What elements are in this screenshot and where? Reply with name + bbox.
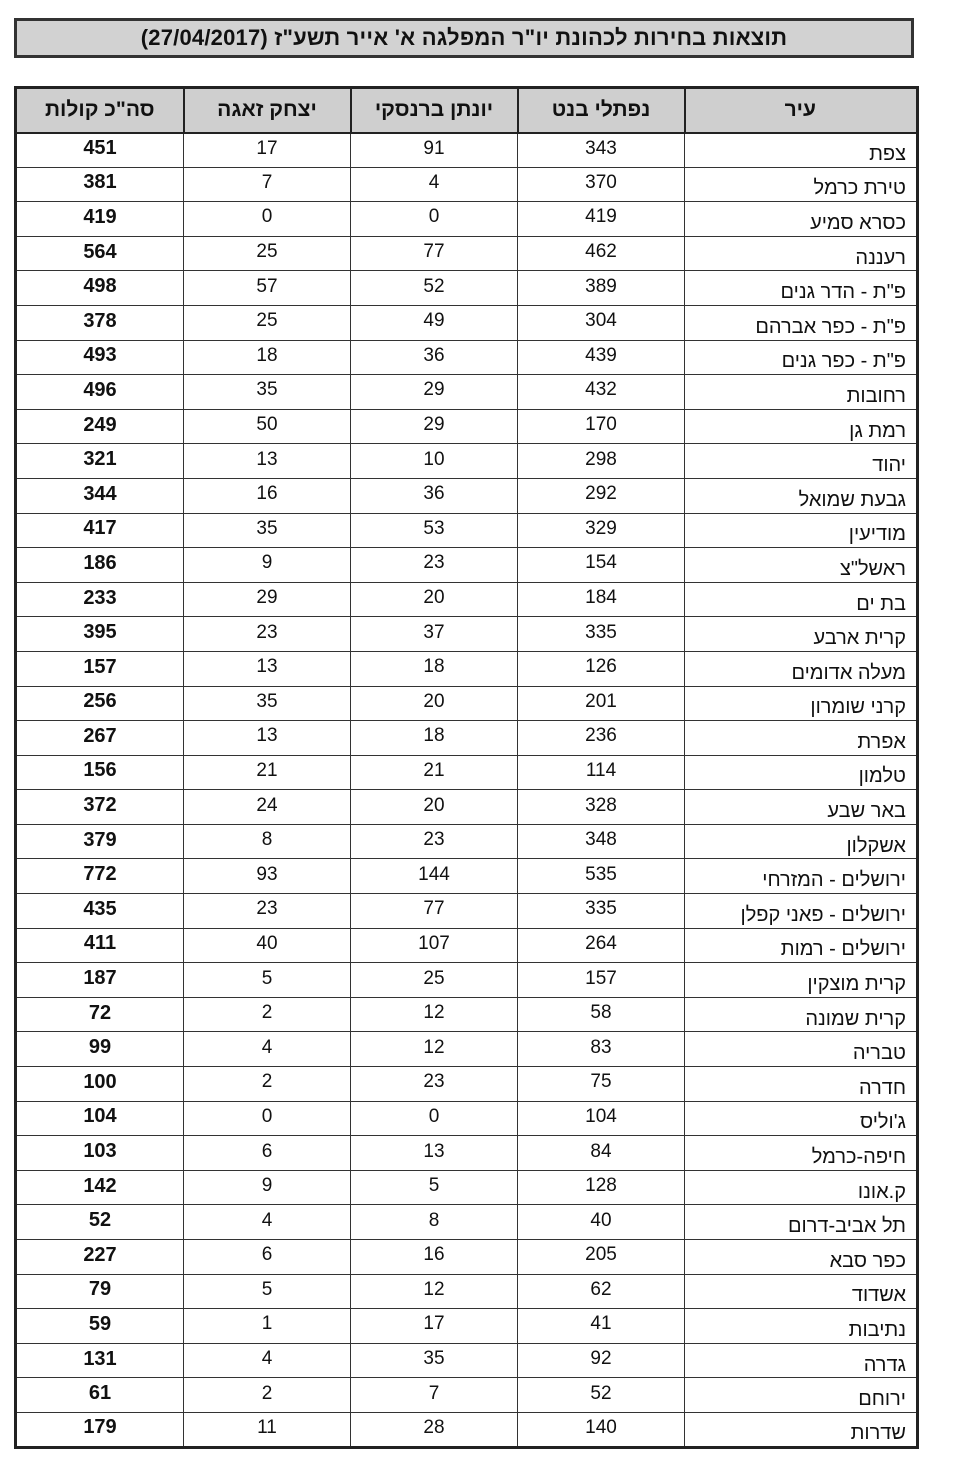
cell-baransky: 20 — [351, 790, 518, 825]
cell-city: שדרות — [685, 1412, 918, 1447]
cell-total: 419 — [16, 202, 184, 237]
cell-city: רחובות — [685, 375, 918, 410]
cell-bennett: 104 — [518, 1101, 685, 1136]
cell-total: 103 — [16, 1136, 184, 1171]
cell-zaga: 24 — [184, 790, 351, 825]
cell-city: תל אביב-דרום — [685, 1205, 918, 1240]
cell-city: באר שבע — [685, 790, 918, 825]
table-row — [16, 824, 918, 859]
cell-total: 493 — [16, 340, 184, 375]
cell-city: טלמון — [685, 755, 918, 790]
table-row — [16, 617, 918, 652]
cell-bennett: 298 — [518, 444, 685, 479]
cell-bennett: 304 — [518, 305, 685, 340]
cell-total: 227 — [16, 1240, 184, 1275]
cell-baransky: 12 — [351, 997, 518, 1032]
cell-baransky: 13 — [351, 1136, 518, 1171]
table-header — [16, 88, 918, 133]
table-row — [16, 548, 918, 583]
table-row — [16, 271, 918, 306]
table-row — [16, 755, 918, 790]
cell-baransky: 12 — [351, 1032, 518, 1067]
cell-zaga: 5 — [184, 1274, 351, 1309]
table-row — [16, 1170, 918, 1205]
cell-baransky: 35 — [351, 1343, 518, 1378]
table-row — [16, 582, 918, 617]
cell-zaga: 2 — [184, 1067, 351, 1102]
cell-zaga: 4 — [184, 1032, 351, 1067]
cell-bennett: 328 — [518, 790, 685, 825]
cell-bennett: 419 — [518, 202, 685, 237]
cell-zaga: 23 — [184, 617, 351, 652]
table-row — [16, 1412, 918, 1447]
cell-baransky: 8 — [351, 1205, 518, 1240]
table-row — [16, 305, 918, 340]
cell-zaga: 23 — [184, 894, 351, 929]
cell-bennett: 75 — [518, 1067, 685, 1102]
cell-total: 772 — [16, 859, 184, 894]
table-row — [16, 167, 918, 202]
cell-bennett: 343 — [518, 133, 685, 168]
cell-zaga: 9 — [184, 548, 351, 583]
cell-total: 379 — [16, 824, 184, 859]
cell-city: חיפה-כרמל — [685, 1136, 918, 1171]
cell-city: כסרא סמיע — [685, 202, 918, 237]
cell-total: 61 — [16, 1378, 184, 1413]
cell-bennett: 114 — [518, 755, 685, 790]
cell-city: קרית שמונה — [685, 997, 918, 1032]
cell-city: אפרת — [685, 721, 918, 756]
cell-city: פ"ת - כפר אברהם — [685, 305, 918, 340]
cell-zaga: 8 — [184, 824, 351, 859]
cell-baransky: 28 — [351, 1412, 518, 1447]
cell-zaga: 9 — [184, 1170, 351, 1205]
table-row — [16, 340, 918, 375]
cell-bennett: 432 — [518, 375, 685, 410]
cell-zaga: 25 — [184, 236, 351, 271]
cell-baransky: 144 — [351, 859, 518, 894]
cell-zaga: 25 — [184, 305, 351, 340]
cell-city: מעלה אדומים — [685, 651, 918, 686]
cell-baransky: 29 — [351, 375, 518, 410]
title-text: תוצאות בחירות לכהונת יו"ר המפלגה א' אייר תשע"ז (27/04/2017) — [140, 25, 788, 50]
header-bennett: נפתלי בנט — [518, 88, 685, 133]
cell-baransky: 20 — [351, 582, 518, 617]
cell-bennett: 236 — [518, 721, 685, 756]
cell-baransky: 49 — [351, 305, 518, 340]
cell-bennett: 439 — [518, 340, 685, 375]
cell-total: 186 — [16, 548, 184, 583]
table-row — [16, 928, 918, 963]
cell-zaga: 93 — [184, 859, 351, 894]
cell-baransky: 23 — [351, 1067, 518, 1102]
cell-city: בת ים — [685, 582, 918, 617]
cell-bennett: 154 — [518, 548, 685, 583]
cell-baransky: 12 — [351, 1274, 518, 1309]
cell-zaga: 35 — [184, 513, 351, 548]
cell-baransky: 4 — [351, 167, 518, 202]
table-row — [16, 686, 918, 721]
table-row — [16, 202, 918, 237]
cell-city: קרני שומרון — [685, 686, 918, 721]
cell-city: רמת גן — [685, 409, 918, 444]
cell-total: 381 — [16, 167, 184, 202]
cell-baransky: 10 — [351, 444, 518, 479]
cell-baransky: 77 — [351, 236, 518, 271]
cell-total: 435 — [16, 894, 184, 929]
cell-city: אשקלון — [685, 824, 918, 859]
table-row — [16, 409, 918, 444]
cell-baransky: 107 — [351, 928, 518, 963]
table-row — [16, 375, 918, 410]
cell-total: 395 — [16, 617, 184, 652]
header-total: סה"כ קולות — [16, 88, 184, 133]
cell-zaga: 40 — [184, 928, 351, 963]
cell-total: 99 — [16, 1032, 184, 1067]
cell-bennett: 184 — [518, 582, 685, 617]
cell-total: 378 — [16, 305, 184, 340]
cell-bennett: 370 — [518, 167, 685, 202]
cell-city: טירת כרמל — [685, 167, 918, 202]
cell-bennett: 41 — [518, 1309, 685, 1344]
table-row — [16, 1067, 918, 1102]
cell-city: ק.אונו — [685, 1170, 918, 1205]
cell-total: 451 — [16, 133, 184, 168]
cell-baransky: 37 — [351, 617, 518, 652]
cell-bennett: 58 — [518, 997, 685, 1032]
cell-zaga: 2 — [184, 1378, 351, 1413]
cell-zaga: 0 — [184, 202, 351, 237]
cell-city: חדרה — [685, 1067, 918, 1102]
cell-total: 157 — [16, 651, 184, 686]
cell-total: 321 — [16, 444, 184, 479]
cell-total: 52 — [16, 1205, 184, 1240]
cell-total: 564 — [16, 236, 184, 271]
cell-city: ירושלים - פאני קפלן — [685, 894, 918, 929]
cell-zaga: 13 — [184, 721, 351, 756]
cell-zaga: 16 — [184, 478, 351, 513]
cell-bennett: 292 — [518, 478, 685, 513]
table-row — [16, 1378, 918, 1413]
cell-bennett: 462 — [518, 236, 685, 271]
cell-zaga: 35 — [184, 375, 351, 410]
cell-bennett: 329 — [518, 513, 685, 548]
cell-city: יהוד — [685, 444, 918, 479]
cell-bennett: 335 — [518, 617, 685, 652]
cell-baransky: 5 — [351, 1170, 518, 1205]
cell-total: 79 — [16, 1274, 184, 1309]
cell-zaga: 13 — [184, 651, 351, 686]
cell-city: ירושלים - המזרחי — [685, 859, 918, 894]
cell-baransky: 17 — [351, 1309, 518, 1344]
cell-city: קרית ארבע — [685, 617, 918, 652]
cell-city: גבעת שמואל — [685, 478, 918, 513]
cell-bennett: 62 — [518, 1274, 685, 1309]
cell-bennett: 157 — [518, 963, 685, 998]
cell-city: ראשל"צ — [685, 548, 918, 583]
cell-zaga: 5 — [184, 963, 351, 998]
cell-bennett: 264 — [518, 928, 685, 963]
cell-city: רעננה — [685, 236, 918, 271]
cell-total: 179 — [16, 1412, 184, 1447]
cell-bennett: 535 — [518, 859, 685, 894]
cell-baransky: 36 — [351, 340, 518, 375]
table-row — [16, 236, 918, 271]
cell-total: 417 — [16, 513, 184, 548]
cell-total: 142 — [16, 1170, 184, 1205]
cell-zaga: 21 — [184, 755, 351, 790]
cell-baransky: 18 — [351, 651, 518, 686]
table-row — [16, 1136, 918, 1171]
cell-city: צפת — [685, 133, 918, 168]
cell-baransky: 77 — [351, 894, 518, 929]
results-table-container — [14, 86, 916, 1449]
table-row — [16, 133, 918, 168]
header-baransky: יונתן ברנסקי — [351, 88, 518, 133]
cell-bennett: 348 — [518, 824, 685, 859]
cell-zaga: 2 — [184, 997, 351, 1032]
cell-bennett: 52 — [518, 1378, 685, 1413]
cell-zaga: 6 — [184, 1240, 351, 1275]
cell-bennett: 389 — [518, 271, 685, 306]
table-row — [16, 478, 918, 513]
table-row — [16, 997, 918, 1032]
cell-total: 344 — [16, 478, 184, 513]
cell-baransky: 16 — [351, 1240, 518, 1275]
header-zaga: יצחק זאגה — [184, 88, 351, 133]
cell-total: 249 — [16, 409, 184, 444]
cell-zaga: 18 — [184, 340, 351, 375]
cell-city: מודיעין — [685, 513, 918, 548]
cell-bennett: 140 — [518, 1412, 685, 1447]
cell-baransky: 36 — [351, 478, 518, 513]
table-row — [16, 1240, 918, 1275]
cell-city: ג'וליס — [685, 1101, 918, 1136]
table-row — [16, 444, 918, 479]
cell-zaga: 35 — [184, 686, 351, 721]
cell-city: טבריה — [685, 1032, 918, 1067]
cell-bennett: 84 — [518, 1136, 685, 1171]
cell-city: ירושלים - רמות — [685, 928, 918, 963]
cell-bennett: 40 — [518, 1205, 685, 1240]
cell-bennett: 170 — [518, 409, 685, 444]
page-title — [14, 18, 914, 58]
cell-total: 411 — [16, 928, 184, 963]
cell-bennett: 92 — [518, 1343, 685, 1378]
cell-bennett: 128 — [518, 1170, 685, 1205]
cell-total: 187 — [16, 963, 184, 998]
cell-baransky: 0 — [351, 202, 518, 237]
cell-baransky: 7 — [351, 1378, 518, 1413]
cell-bennett: 126 — [518, 651, 685, 686]
cell-total: 59 — [16, 1309, 184, 1344]
table-row — [16, 1032, 918, 1067]
cell-zaga: 6 — [184, 1136, 351, 1171]
cell-zaga: 17 — [184, 133, 351, 168]
cell-baransky: 29 — [351, 409, 518, 444]
cell-zaga: 1 — [184, 1309, 351, 1344]
cell-baransky: 53 — [351, 513, 518, 548]
table-row — [16, 1101, 918, 1136]
cell-zaga: 29 — [184, 582, 351, 617]
cell-baransky: 91 — [351, 133, 518, 168]
header-row — [16, 88, 918, 133]
table-row — [16, 963, 918, 998]
table-row — [16, 1274, 918, 1309]
cell-zaga: 50 — [184, 409, 351, 444]
header-city: עיר — [685, 88, 918, 133]
table-row — [16, 894, 918, 929]
cell-city: ירוחם — [685, 1378, 918, 1413]
table-row — [16, 1343, 918, 1378]
cell-city: פ"ת - כפר גנים — [685, 340, 918, 375]
table-row — [16, 859, 918, 894]
table-row — [16, 721, 918, 756]
cell-city: נתיבות — [685, 1309, 918, 1344]
cell-total: 496 — [16, 375, 184, 410]
table-row — [16, 651, 918, 686]
cell-baransky: 20 — [351, 686, 518, 721]
cell-zaga: 4 — [184, 1205, 351, 1240]
cell-bennett: 335 — [518, 894, 685, 929]
cell-baransky: 18 — [351, 721, 518, 756]
results-table — [14, 86, 919, 1449]
cell-zaga: 13 — [184, 444, 351, 479]
table-row — [16, 513, 918, 548]
cell-zaga: 11 — [184, 1412, 351, 1447]
cell-city: אשדוד — [685, 1274, 918, 1309]
cell-total: 156 — [16, 755, 184, 790]
cell-baransky: 52 — [351, 271, 518, 306]
cell-total: 100 — [16, 1067, 184, 1102]
cell-baransky: 25 — [351, 963, 518, 998]
cell-bennett: 83 — [518, 1032, 685, 1067]
cell-baransky: 23 — [351, 548, 518, 583]
cell-total: 372 — [16, 790, 184, 825]
cell-zaga: 7 — [184, 167, 351, 202]
cell-total: 256 — [16, 686, 184, 721]
cell-baransky: 0 — [351, 1101, 518, 1136]
cell-city: קרית מוצקין — [685, 963, 918, 998]
table-row — [16, 1205, 918, 1240]
cell-city: פ"ת - הדר גנים — [685, 271, 918, 306]
cell-city: כפר סבא — [685, 1240, 918, 1275]
cell-zaga: 4 — [184, 1343, 351, 1378]
cell-zaga: 0 — [184, 1101, 351, 1136]
cell-zaga: 57 — [184, 271, 351, 306]
cell-total: 498 — [16, 271, 184, 306]
cell-baransky: 23 — [351, 824, 518, 859]
cell-total: 104 — [16, 1101, 184, 1136]
cell-bennett: 205 — [518, 1240, 685, 1275]
table-body — [16, 133, 918, 1448]
cell-bennett: 201 — [518, 686, 685, 721]
table-row — [16, 1309, 918, 1344]
table-row — [16, 790, 918, 825]
cell-total: 131 — [16, 1343, 184, 1378]
cell-total: 233 — [16, 582, 184, 617]
cell-baransky: 21 — [351, 755, 518, 790]
cell-total: 72 — [16, 997, 184, 1032]
cell-city: גדרה — [685, 1343, 918, 1378]
cell-total: 267 — [16, 721, 184, 756]
